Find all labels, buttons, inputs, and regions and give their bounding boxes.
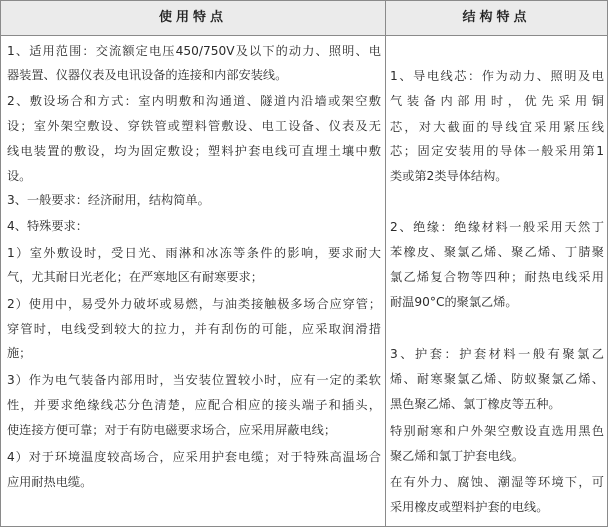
structure-line: 3、护套：护套材料一般有聚氯乙 [390, 347, 604, 361]
usage-line: 线电装置的敷设，均为固定敷设；塑料护套电线可直埋土壤中敷 [7, 144, 381, 158]
usage-line: 4）对于环境温度较高场合，应采用护套电缆；对于特殊高温场合 [7, 450, 381, 464]
structure-line: 气装备内部用时，优先采用铜 [390, 94, 604, 108]
structure-line: 特别耐寒和户外架空敷设直选用黑色 [390, 424, 604, 438]
usage-line: 穿管时，电线受到较大的拉力，并有刮伤的可能，应采取润滑措 [7, 322, 381, 336]
usage-characteristics-header: 使用特点 [158, 10, 227, 25]
structure-line: 芯；固定安装用的导体一般采用第1 [390, 144, 604, 158]
structure-characteristics-header: 结构特点 [462, 10, 531, 25]
structure-line: 类或第2类导体结构。 [390, 169, 508, 183]
usage-line: 3、一般要求：经济耐用，结构简单。 [7, 193, 210, 207]
usage-line: 1、适用范围：交流额定电压450/750V及以下的动力、照明、电 [7, 44, 381, 58]
usage-line: 2）使用中，易受外力破坏或易燃，与油类接触极多场合应穿管； [7, 297, 381, 311]
usage-characteristics-cell [7, 36, 381, 526]
structure-line: 黑色聚乙烯、氯丁橡皮等五种。 [390, 397, 561, 411]
usage-line: 应用耐热电缆。 [7, 475, 93, 489]
usage-line: 性，并要求绝缘线芯分色清楚，应配合相应的接头端子和插头， [7, 398, 381, 412]
usage-line: 器装置、仪器仪表及电讯设备的连接和内部安装线。 [7, 68, 288, 82]
structure-line: 烯、耐寒聚氯乙烯、防蚁聚氯乙烯、 [390, 372, 604, 386]
usage-line: 设；室外架空敷设、穿铁管或塑料管敷设、电工设备、仪表及无 [7, 119, 381, 133]
structure-line: 氯乙烯复合物等四种；耐热电线采用 [390, 270, 604, 284]
usage-line: 4、特殊要求： [7, 219, 88, 233]
structure-line: 聚乙烯和氯丁护套电线。 [390, 449, 525, 463]
usage-line: 设。 [7, 169, 32, 183]
table-header-row [1, 1, 607, 36]
structure-line: 苯橡皮、聚氯乙烯、聚乙烯、丁腈聚 [390, 245, 604, 259]
structure-line: 采用橡皮或塑料护套的电线。 [390, 500, 549, 514]
usage-line: 气，尤其耐日光老化；在严寒地区有耐寒要求； [7, 270, 263, 284]
usage-line: 1）室外敷设时，受日光、雨淋和冰冻等条件的影响，要求耐大 [7, 246, 381, 260]
column-divider [385, 1, 386, 526]
usage-line: 施； [7, 346, 32, 360]
usage-line: 2、敷设场合和方式：室内明敷和沟通道、隧道内沿墙或架空敷 [7, 94, 381, 108]
structure-line: 2、绝缘：绝缘材料一般采用天然丁 [390, 220, 604, 234]
structure-line: 1、导电线芯：作为动力、照明及电 [390, 69, 604, 83]
usage-line: 3）作为电气装备内部用时，当安装位置较小时，应有一定的柔软 [7, 373, 381, 387]
structure-line: 耐温90°C的聚氯乙烯。 [390, 295, 518, 309]
structure-line: 在有外力、腐蚀、潮湿等环境下，可 [390, 475, 604, 489]
usage-line: 使连接方便可靠；对于有防电磁要求场合，应采用屏蔽电线； [7, 423, 337, 437]
structure-line: 芯，对大截面的导线宜采用紧压线 [390, 120, 604, 134]
structure-characteristics-cell [390, 36, 604, 526]
